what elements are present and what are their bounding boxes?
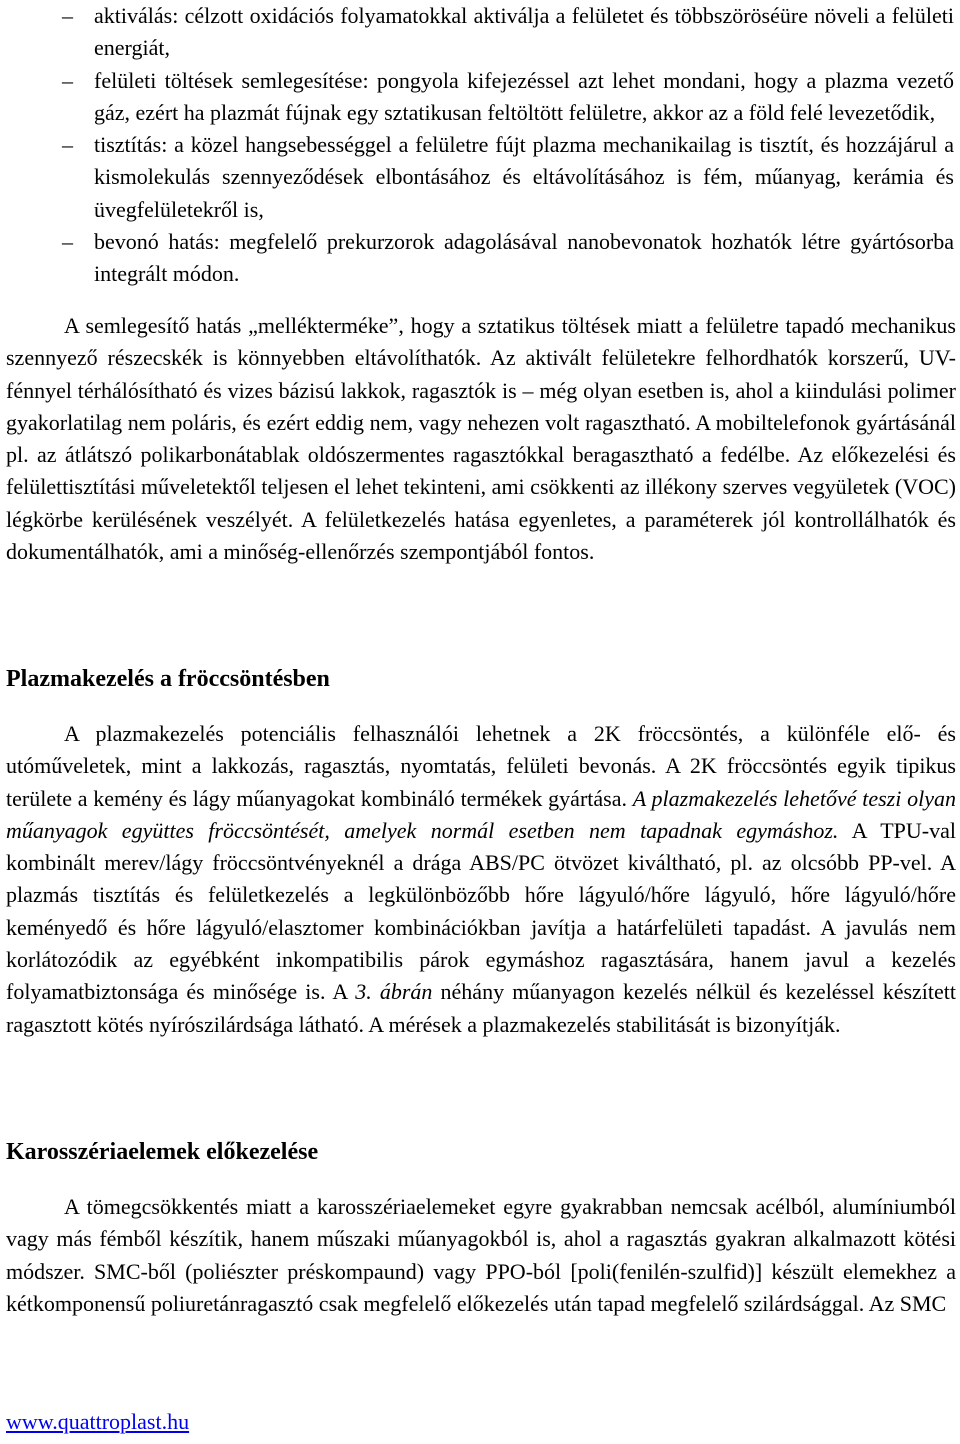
paragraph-text: A TPU-val kombinált merev/lágy fröccsöntvényeknél a drága ABS/PC ötvözet kiváltható, pl. az olcsóbb PP-vel. A plazmás tisztítás és felületkezelés a legkülönbözőbb hőre lágyuló/hőre lágyuló, hőre lágyuló/hőre keményedő és hőre lágyuló/elasztomer kombinációkban javítja a határfelületi tapadást. A javulás nem korlátozódik az egyébként inkompatibilis párok egymáshoz ragasztására, hanem javul a kezelés folyamatbiztonsága és minősége is. A: [6, 817, 957, 1005]
footer-website-link[interactable]: www.quattroplast.hu: [6, 1409, 190, 1434]
paragraph-plazmakezeles: [6, 718, 956, 1041]
bullet-item-bevono-hatas: – bevonó hatás: megfelelő prekurzorok adagolásával nanobevonatok hozhatók létre gyártósorba integrált módon.: [0, 226, 960, 291]
bullet-item-tisztitas: – tisztítás: a közel hangsebességgel a felületre fújt plazma mechanikailag is tisztít, és hozzájárul a kismolekulás szennyeződések elbontásához és eltávolításához is fém, műanyag, kerámia és üvegfelületekről is,: [0, 129, 960, 226]
bullet-item-felületi-toltesek: – felületi töltések semlegesítése: pongyola kifejezéssel azt lehet mondani, hogy a plazma vezető gáz, ezért ha plazmát fújnak egy sztatikusan feltöltött felületre, akkor az a föld felé levezetődik,: [0, 65, 960, 130]
figure-reference: 3. ábrán: [355, 979, 433, 1005]
section-heading-karosszeriaelemek: Karosszériaelemek előkezelése: [6, 1139, 319, 1165]
paragraph-text: A plazmakezelés potenciális felhasználói lehetnek a 2K fröccsöntés, a különféle elő- és utóműveletek, mint a lakkozás, ragasztás, nyomtatás, felületi bevonás. A 2K fröccsöntés egyik tipikus területe a kemény és lágy műanyagokat kombináló termékek gyártása.: [6, 721, 956, 811]
paragraph-tomegcsokkentes: A tömegcsökkentés miatt a karosszériaelemeket egyre gyakrabban nemcsak acélból, alumíniumból vagy más fémből készítik, hanem műszaki műanyagokból is, ahol a ragasztás gyakran alkalmazott kötési módszer. SMC-ből (poliészter préskompaund) vagy PPO-ból [poli(fenilén-szulfid)] készült elemekhez a kétkomponensű poliuretánragasztó csak megfelelő előkezelés után tapad megfelelő szilárdsággal. Az SMC: [6, 1194, 956, 1316]
section-heading-froccsontes: Plazmakezelés a fröccsöntésben: [6, 666, 330, 692]
paragraph-text: néhány műanyagon kezelés nélkül és kezeléssel készített ragasztott kötés nyírószilárdsága látható. A mérések a plazmakezelés stabilitását is bizonyítják.: [6, 979, 957, 1037]
paragraph-italic-text: A plazmakezelés lehetővé teszi olyan műanyagok együttes fröccsöntését, amelyek normál esetben nem tapadnak egymáshoz.: [6, 785, 956, 843]
bullet-list: [0, 0, 960, 291]
bullet-item-aktivalas: – aktiválás: célzott oxidációs folyamatokkal aktiválja a felületet és többszöröséüre növeli a felületi energiát,: [0, 0, 960, 65]
paragraph-semlegesito-hatas: A semlegesítő hatás „mellékterméke”, hogy a sztatikus töltések miatt a felületre tapadó mechanikus szennyező részecskék is könnyebben eltávolíthatók. Az aktivált felületekre felhordhatók korszerű, UV-fénnyel térhálósítható és vizes bázisú lakkok, ragasztók is – még olyan esetben is, ahol a kiindulási polimer gyakorlatilag nem poláris, és ezért eddig nem, vagy nehezen volt ragasztható. A mobiltelefonok gyártásánál pl. az átlátszó polikarbonátablak oldószermentes ragasztókkal beragasztható a fedélbe. Az előkezelési és felülettisztítási műveletektől teljesen el lehet tekinteni, ami csökkenti az illékony szerves vegyületek (VOC) légkörbe kerülésének veszélyét. A felületkezelés hatása egyenletes, a paraméterek jól kontrollálhatók és dokumentálhatók, ami a minőség-ellenőrzés szempontjából fontos.: [6, 313, 956, 565]
